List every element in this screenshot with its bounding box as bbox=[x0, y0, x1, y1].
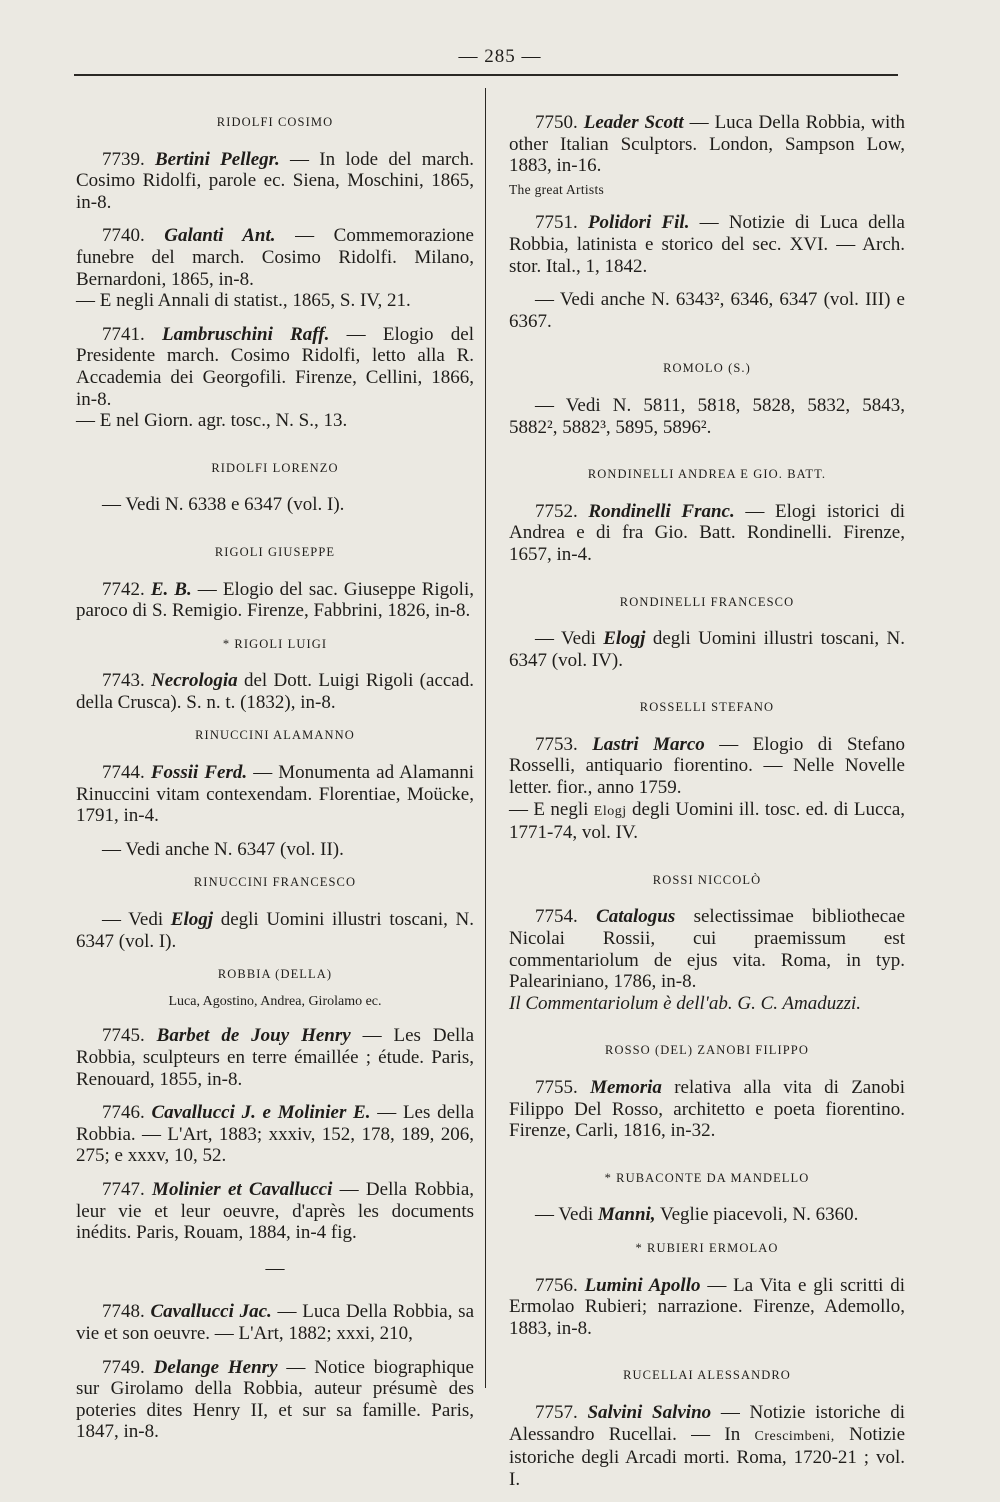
entry-author: Memoria bbox=[590, 1077, 662, 1098]
see-text: degli Uomini illustri toscani, N. 6347 (vol. I). bbox=[76, 909, 475, 952]
entry-text: — Notizie istoriche di Alessandro Rucellai. — In bbox=[509, 1401, 906, 1445]
entry-7751 bbox=[509, 212, 905, 277]
entry-7755 bbox=[509, 1077, 905, 1142]
entry-text: — Della Robbia, leur vie et leur oeuvre, d'après les documents inédits. Paris, Rouam, 1884, in-4 fig. bbox=[76, 1178, 475, 1244]
page-number: — 285 — bbox=[458, 46, 542, 67]
entry-number: 7739. bbox=[102, 148, 145, 170]
entry-author: Delange Henry bbox=[153, 1356, 278, 1378]
section-heading: RIDOLFI COSIMO bbox=[216, 115, 334, 129]
entry-text: — Luca Della Robbia, sa vie et son oeuvre. — L'Art, 1882; xxxi, 210, bbox=[76, 1301, 475, 1344]
entry-author: Rondinelli Franc. bbox=[588, 500, 735, 522]
section-heading: * RIGOLI LUIGI bbox=[222, 636, 328, 651]
entry-7748 bbox=[76, 1301, 474, 1344]
entry-number: 7740. bbox=[102, 225, 145, 247]
entry-7741 bbox=[76, 324, 474, 432]
entry-7749 bbox=[76, 1357, 474, 1443]
entry-number: 7755. bbox=[535, 1077, 578, 1098]
entry-number: 7743. bbox=[102, 670, 145, 692]
entry-number: 7746. bbox=[102, 1102, 145, 1124]
entry-number: 7754. bbox=[535, 906, 578, 928]
section-heading: ROSSO (DEL) ZANOBI FILIPPO bbox=[605, 1043, 809, 1058]
see-title: Elogj bbox=[170, 909, 214, 931]
section-heading: RONDINELLI FRANCESCO bbox=[619, 594, 795, 609]
entry-author: Galanti Ant. bbox=[164, 225, 276, 247]
separator-dash: — bbox=[265, 1257, 285, 1279]
entry-text: — La Vita e gli scritti di Ermolao Rubieri; narrazione. Firenze, Ademollo, 1883, in-8. bbox=[509, 1274, 906, 1339]
entry-text: — Elogi istorici di Andrea e di fra Gio. Batt. Rondinelli. Firenze, 1657, in-4. bbox=[509, 500, 906, 565]
section-heading: RINUCCINI FRANCESCO bbox=[193, 875, 357, 890]
see-also: — Vedi anche N. 6347 (vol. II). bbox=[102, 838, 344, 860]
entry-7742 bbox=[76, 579, 474, 622]
entry-number: 7744. bbox=[102, 762, 145, 784]
entry-author: Bertini Pellegr. bbox=[155, 148, 280, 170]
entry-7756 bbox=[509, 1275, 905, 1340]
entry-text: — Les Della Robbia, sculpteurs en terre émaillée ; étude. Paris, Renouard, 1855, in-8. bbox=[76, 1025, 474, 1090]
series-note: The great Artists bbox=[509, 181, 605, 197]
entry-text: — Notice biographique sur Girolamo della Robbia, auteur présumè des poteries dites Henry II, et sur sa famille. Paris, 1847, in-8. bbox=[76, 1356, 474, 1443]
right-column bbox=[509, 112, 905, 1502]
entry-7743 bbox=[76, 670, 474, 713]
entry-7747 bbox=[76, 1179, 474, 1244]
entry-7744 bbox=[76, 762, 474, 827]
section-heading: * RUBACONTE DA MANDELLO bbox=[604, 1170, 810, 1185]
entry-7753 bbox=[509, 734, 905, 844]
entry-text: — Monumenta ad Alamanni Rinuccini vitam contexendam. Florentiae, Moücke, 1791, in-4. bbox=[76, 762, 474, 827]
entry-author: Molinier et Cavallucci bbox=[152, 1178, 333, 1200]
section-subheading: Luca, Agostino, Andrea, Girolamo ec. bbox=[168, 993, 382, 1009]
see-also bbox=[509, 628, 905, 671]
entry-author: Cavallucci J. e Molinier E. bbox=[151, 1102, 371, 1124]
entry-text: — Notizie di Luca della Robbia, latinista e storico del sec. XVI. — Arch. stor. Ital., 1, 1842. bbox=[509, 212, 905, 277]
entry-number: 7756. bbox=[535, 1274, 578, 1296]
see-text: Veglie piacevoli, N. 6360. bbox=[659, 1204, 859, 1226]
entry-author: Catalogus bbox=[596, 906, 676, 928]
entry-author: Necrologia bbox=[151, 670, 238, 692]
section-heading: ROSSI NICCOLÒ bbox=[652, 872, 762, 887]
entry-7740 bbox=[76, 225, 474, 311]
column-divider bbox=[485, 88, 486, 1388]
entry-number: 7751. bbox=[535, 212, 578, 234]
header-rule bbox=[74, 74, 898, 76]
section-heading: RIDOLFI LORENZO bbox=[211, 460, 339, 475]
see-title: Manni, bbox=[597, 1204, 656, 1226]
entry-7754 bbox=[509, 906, 905, 1014]
entry-text: del Dott. Luigi Rigoli (accad. della Crusca). S. n. t. (1832), in-8. bbox=[76, 670, 474, 713]
section-heading: RUCELLAI ALESSANDRO bbox=[623, 1368, 791, 1383]
entry-number: 7752. bbox=[535, 500, 578, 522]
entry-author: Lastri Marco bbox=[592, 733, 705, 755]
see-also: — Vedi N. 5811, 5818, 5828, 5832, 5843, 5882², 5882³, 5895, 5896². bbox=[509, 394, 905, 438]
entry-number: 7747. bbox=[102, 1178, 145, 1200]
entry-7752 bbox=[509, 501, 905, 566]
entry-number: 7741. bbox=[102, 323, 145, 345]
entry-number: 7753. bbox=[535, 733, 578, 755]
entry-number: 7749. bbox=[102, 1356, 145, 1378]
entry-author: Lumini Apollo bbox=[584, 1274, 701, 1296]
entry-note: Il Commentariolum è dell'ab. G. C. Amaduzzi. bbox=[509, 992, 862, 1014]
entry-text: — Elogio del Presidente march. Cosimo Ridolfi, letto alla R. Accademia dei Georgofili. Firenze, Cellini, 1866, in-8. bbox=[76, 323, 474, 410]
see-text: — Vedi bbox=[535, 628, 596, 650]
entry-7757 bbox=[509, 1402, 905, 1490]
entry-author: Barbet de Jouy Henry bbox=[156, 1025, 351, 1047]
see-text: — Vedi bbox=[102, 909, 164, 931]
see-text: — Vedi bbox=[535, 1204, 594, 1226]
entry-text: — In lode del march. Cosimo Ridolfi, parole ec. Siena, Moschini, 1865, in-8. bbox=[76, 148, 474, 213]
entry-text: Notizie istoriche degli Arcadi morti. Roma, 1720-21 ; vol. I. bbox=[509, 1423, 906, 1490]
entry-note-smallcaps: Elogj bbox=[593, 803, 627, 819]
entry-7739 bbox=[76, 149, 474, 214]
entry-text: — Luca Della Robbia, with other Italian Sculptors. London, Sampson Low, 1883, in-16. bbox=[509, 112, 905, 177]
section-heading: ROMOLO (S.) bbox=[663, 361, 751, 376]
see-text: degli Uomini illustri toscani, N. 6347 (vol. IV). bbox=[509, 628, 906, 671]
section-heading: RINUCCINI ALAMANNO bbox=[195, 728, 355, 743]
entry-author: Cavallucci Jac. bbox=[150, 1301, 272, 1323]
entry-note: — E negli Annali di statist., 1865, S. IV, 21. bbox=[76, 290, 411, 312]
entry-note: degli Uomini ill. tosc. ed. di Lucca, 1771-74, vol. IV. bbox=[509, 798, 906, 844]
left-column bbox=[76, 112, 474, 1455]
see-also bbox=[509, 1204, 905, 1226]
section-heading: * RUBIERI ERMOLAO bbox=[635, 1240, 779, 1255]
entry-7745 bbox=[76, 1025, 474, 1090]
entry-text: — Elogio del sac. Giuseppe Rigoli, paroco di S. Remigio. Firenze, Fabbrini, 1826, in-8. bbox=[76, 578, 474, 622]
section-heading: RONDINELLI ANDREA E GIO. BATT. bbox=[587, 467, 827, 482]
entry-note: — E negli bbox=[509, 798, 589, 820]
entry-number: 7745. bbox=[102, 1025, 145, 1047]
section-heading: RIGOLI GIUSEPPE bbox=[214, 544, 336, 559]
see-title: Elogj bbox=[603, 628, 646, 650]
entry-7750 bbox=[509, 112, 905, 177]
entry-text: relativa alla vita di Zanobi Filippo Del Rosso, architetto e poeta fiorentino. Firenze, Carli, 1816, in-32. bbox=[509, 1077, 906, 1142]
entry-author: Salvini Salvino bbox=[587, 1401, 712, 1423]
entry-text: — Les della Robbia. — L'Art, 1883; xxxiv, 152, 178, 189, 206, 275; e xxxv, 10, 52. bbox=[76, 1102, 475, 1167]
see-also: — Vedi N. 6338 e 6347 (vol. I). bbox=[102, 494, 345, 516]
entry-author: E. B. bbox=[150, 578, 192, 600]
entry-text: — Elogio di Stefano Rosselli, antiquario fiorentino. — Nelle Novelle letter. fior., anno 1759. bbox=[509, 733, 906, 799]
entry-number: 7750. bbox=[535, 112, 578, 133]
entry-number: 7757. bbox=[535, 1401, 578, 1423]
entry-number: 7742. bbox=[102, 578, 145, 600]
entry-author: Leader Scott bbox=[583, 112, 684, 133]
entry-author: Fossii Ferd. bbox=[150, 762, 248, 784]
entry-author: Lambruschini Raff. bbox=[162, 323, 330, 345]
entry-number: 7748. bbox=[102, 1301, 145, 1323]
section-heading: ROBBIA (DELLA) bbox=[217, 967, 333, 982]
see-also bbox=[76, 909, 474, 952]
section-heading: ROSSELLI STEFANO bbox=[639, 700, 775, 715]
entry-text: selectissimae bibliothecae Nicolai Rossii, cui praemissum est commentariolum de ejus vita. Roma, in typ. Paleariniano, 1786, in-8. bbox=[509, 906, 906, 993]
see-also: — Vedi anche N. 6343², 6346, 6347 (vol. III) e 6367. bbox=[509, 289, 905, 332]
entry-author: Polidori Fil. bbox=[587, 212, 690, 234]
entry-7746 bbox=[76, 1102, 474, 1167]
entry-note: — E nel Giorn. agr. tosc., N. S., 13. bbox=[76, 410, 348, 432]
entry-text: — Commemorazione funebre del march. Cosimo Ridolfi. Milano, Bernardoni, 1865, in-8. bbox=[76, 225, 474, 290]
entry-smallcaps: Crescimbeni, bbox=[754, 1428, 835, 1444]
